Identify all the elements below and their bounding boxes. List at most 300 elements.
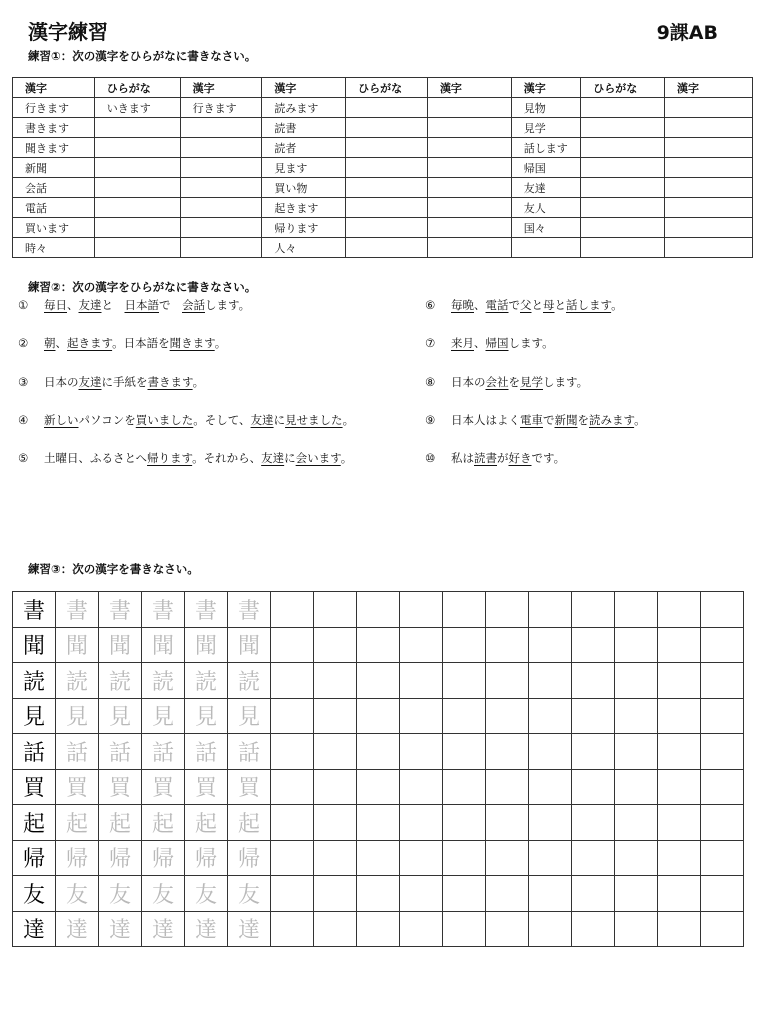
table-cell [665,138,753,158]
underlined-kanji: 聞きます [169,336,215,350]
table-cell: 帰ります [262,218,346,238]
underlined-kanji: 書きます [147,375,193,389]
underlined-kanji: 会話 [182,298,205,312]
blank-practice-cell [701,698,744,734]
underlined-kanji: 帰ります [147,451,193,465]
blank-practice-cell [615,698,658,734]
blank-practice-cell [529,698,572,734]
blank-practice-cell [572,840,615,876]
table-cell [346,158,428,178]
blank-practice-cell [271,734,314,770]
blank-practice-cell [400,840,443,876]
sentence-item [18,297,250,313]
trace-kanji: 聞 [99,627,142,663]
sentence-text: で [159,298,182,312]
blank-practice-cell [443,805,486,841]
trace-kanji: 話 [228,734,271,770]
underlined-kanji: 父 [520,298,532,312]
table-cell [94,118,180,138]
sentence-text: 。それから、 [192,451,262,465]
trace-kanji: 買 [99,769,142,805]
sentence-text: で [508,298,520,312]
blank-practice-cell [443,627,486,663]
blank-practice-cell [701,769,744,805]
sentence-text: を [508,375,520,389]
sentence-text: が [497,451,509,465]
exercise-3-instruction: 練習③：次の漢字を書きなさい。 [28,562,199,576]
sentence-text: 。 [611,298,623,312]
blank-practice-cell [357,911,400,947]
table-cell [665,218,753,238]
sentence-text: 日本人はよく [451,413,520,427]
table-header-cell: 漢字 [511,78,581,98]
underlined-kanji: 帰国 [485,336,509,350]
blank-practice-cell [615,734,658,770]
trace-kanji: 買 [185,769,228,805]
table-cell [346,98,428,118]
underlined-kanji: 話します [566,298,612,312]
blank-practice-cell [658,876,701,912]
blank-practice-cell [314,698,357,734]
table-cell [180,198,262,218]
practice-row [13,769,744,805]
table-cell [180,138,262,158]
trace-kanji: 聞 [185,627,228,663]
table-header-cell: ひらがな [581,78,665,98]
trace-kanji: 友 [142,876,185,912]
table-cell [94,178,180,198]
sentence-text: パソコンを [78,413,136,427]
trace-kanji: 見 [185,698,228,734]
trace-kanji: 帰 [185,840,228,876]
table-cell: 話します [511,138,581,158]
practice-row [13,805,744,841]
trace-kanji: 書 [228,592,271,628]
trace-kanji: 達 [56,911,99,947]
blank-practice-cell [701,734,744,770]
trace-kanji: 帰 [228,840,271,876]
table-cell: 見ます [262,158,346,178]
sentence-text: 。 [634,413,646,427]
blank-practice-cell [271,663,314,699]
table-cell [427,118,511,138]
blank-practice-cell [314,627,357,663]
sentence-number: ④ [18,413,29,427]
blank-practice-cell [486,840,529,876]
table-cell [665,178,753,198]
underlined-kanji: 日本語 [124,298,159,312]
sentence-number: ③ [18,375,29,389]
practice-row [13,627,744,663]
table-cell [180,158,262,178]
blank-practice-cell [658,663,701,699]
trace-kanji: 見 [56,698,99,734]
blank-practice-cell [443,769,486,805]
trace-kanji: 買 [228,769,271,805]
blank-practice-cell [658,734,701,770]
underlined-kanji: 電話 [485,298,509,312]
practice-row [13,840,744,876]
blank-practice-cell [529,592,572,628]
blank-practice-cell [658,627,701,663]
table-row [13,98,753,118]
table-header-cell: ひらがな [94,78,180,98]
blank-practice-cell [400,911,443,947]
sentence-text: と [101,298,125,312]
blank-practice-cell [357,769,400,805]
table-cell: 買い物 [262,178,346,198]
table-row [13,158,753,178]
trace-kanji: 聞 [142,627,185,663]
trace-kanji: 読 [56,663,99,699]
blank-practice-cell [400,663,443,699]
trace-kanji: 聞 [56,627,99,663]
sentence-item [425,297,623,313]
page-title: 漢字練習 [28,20,108,44]
table-cell: 聞きます [13,138,95,158]
blank-practice-cell [314,663,357,699]
table-cell [346,238,428,258]
blank-practice-cell [615,911,658,947]
blank-practice-cell [357,876,400,912]
model-kanji: 起 [13,805,56,841]
blank-practice-cell [572,876,615,912]
exercise-1-table [12,77,753,258]
sentence-text: 。日本語を [112,336,170,350]
blank-practice-cell [658,911,701,947]
trace-kanji: 友 [185,876,228,912]
trace-kanji: 書 [185,592,228,628]
trace-kanji: 見 [99,698,142,734]
blank-practice-cell [658,805,701,841]
blank-practice-cell [529,805,572,841]
blank-practice-cell [271,840,314,876]
underlined-kanji: 来月 [451,336,474,350]
underlined-kanji: 友達 [250,413,274,427]
table-cell [94,158,180,178]
blank-practice-cell [443,840,486,876]
trace-kanji: 帰 [99,840,142,876]
table-cell [94,218,180,238]
blank-practice-cell [271,911,314,947]
blank-practice-cell [314,734,357,770]
trace-kanji: 達 [228,911,271,947]
practice-row [13,698,744,734]
trace-kanji: 友 [99,876,142,912]
blank-practice-cell [271,698,314,734]
sentence-text: 。 [340,451,353,465]
sentence-text: に [284,451,296,465]
underlined-kanji: 毎日 [44,298,67,312]
table-cell [581,158,665,178]
underlined-kanji: 見学 [520,375,543,389]
trace-kanji: 達 [99,911,142,947]
table-cell [581,178,665,198]
sentence-item [425,335,554,351]
blank-practice-cell [486,592,529,628]
trace-kanji: 起 [142,805,185,841]
sentence-text: で [543,413,555,427]
practice-row [13,592,744,628]
sentence-number: ⑦ [425,336,436,350]
sentence-text: を [577,413,589,427]
trace-kanji: 書 [99,592,142,628]
table-cell [427,218,511,238]
underlined-kanji: 朝 [44,336,56,350]
blank-practice-cell [400,876,443,912]
exercise-2-instruction: 練習②：次の漢字をひらがなに書きなさい。 [28,280,257,294]
table-cell: 会話 [13,178,95,198]
trace-kanji: 起 [185,805,228,841]
blank-practice-cell [443,592,486,628]
blank-practice-cell [572,698,615,734]
practice-row [13,663,744,699]
table-cell: 起きます [262,198,346,218]
blank-practice-cell [314,840,357,876]
table-row [13,238,753,258]
blank-practice-cell [658,840,701,876]
table-cell: 新聞 [13,158,95,178]
table-cell [427,158,511,178]
blank-practice-cell [271,805,314,841]
underlined-kanji: 新しい [44,413,79,427]
trace-kanji: 起 [99,805,142,841]
blank-practice-cell [701,911,744,947]
model-kanji: 帰 [13,840,56,876]
underlined-kanji: 見せました [285,413,343,427]
table-cell: 帰国 [511,158,581,178]
underlined-kanji: 会います [295,451,341,465]
table-cell: いきます [94,98,180,118]
table-cell [180,178,262,198]
sentence-item [18,374,204,390]
model-kanji: 読 [13,663,56,699]
table-cell: 見学 [511,118,581,138]
table-cell: 行きます [13,98,95,118]
practice-row [13,734,744,770]
table-cell [346,178,428,198]
blank-practice-cell [701,876,744,912]
underlined-kanji: 友達 [78,375,102,389]
table-cell: 書きます [13,118,95,138]
table-cell [346,118,428,138]
blank-practice-cell [357,805,400,841]
sentence-text: 、 [474,298,486,312]
blank-practice-cell [357,592,400,628]
practice-row [13,911,744,947]
blank-practice-cell [443,734,486,770]
blank-practice-cell [572,663,615,699]
table-row [13,178,753,198]
sentence-item [425,374,588,390]
trace-kanji: 見 [142,698,185,734]
table-cell [427,238,511,258]
sentence-number: ② [18,336,29,350]
blank-practice-cell [443,876,486,912]
blank-practice-cell [615,840,658,876]
table-cell [346,198,428,218]
model-kanji: 聞 [13,627,56,663]
blank-practice-cell [572,592,615,628]
blank-practice-cell [271,876,314,912]
blank-practice-cell [529,663,572,699]
sentence-text: 私は [451,451,474,465]
lesson-code: 9課AB [656,22,718,44]
table-cell [581,118,665,138]
sentence-item [425,450,565,466]
model-kanji: 話 [13,734,56,770]
sentence-text: 日本の [451,375,486,389]
table-cell: 読書 [262,118,346,138]
trace-kanji: 買 [142,769,185,805]
table-cell: 買います [13,218,95,238]
table-cell: 国々 [511,218,581,238]
sentence-text: に手紙を [101,375,148,389]
sentence-item [18,335,226,351]
blank-practice-cell [572,734,615,770]
blank-practice-cell [701,592,744,628]
table-cell [665,198,753,218]
table-cell: 読みます [262,98,346,118]
trace-kanji: 友 [56,876,99,912]
sentence-text: 日本の [44,375,79,389]
trace-kanji: 聞 [228,627,271,663]
blank-practice-cell [314,769,357,805]
table-header-cell: 漢字 [665,78,753,98]
blank-practice-cell [486,911,529,947]
trace-kanji: 話 [99,734,142,770]
table-header-cell: 漢字 [180,78,262,98]
table-cell [581,238,665,258]
trace-kanji: 起 [56,805,99,841]
sentence-number: ⑧ [425,375,436,389]
table-cell [94,138,180,158]
sentence-text: と [531,298,543,312]
blank-practice-cell [529,769,572,805]
table-header-cell: 漢字 [13,78,95,98]
table-cell [511,238,581,258]
blank-practice-cell [357,734,400,770]
blank-practice-cell [529,911,572,947]
table-cell [581,138,665,158]
table-cell [346,218,428,238]
sentence-text: します。 [508,336,554,350]
table-cell [427,138,511,158]
table-row [13,218,753,238]
table-cell [581,218,665,238]
model-kanji: 見 [13,698,56,734]
blank-practice-cell [658,592,701,628]
blank-practice-cell [314,592,357,628]
blank-practice-cell [701,805,744,841]
table-header-cell: 漢字 [262,78,346,98]
blank-practice-cell [443,911,486,947]
blank-practice-cell [486,876,529,912]
table-cell: 人々 [262,238,346,258]
practice-row [13,876,744,912]
sentence-text: 土曜日、ふるさとへ [44,451,148,465]
table-cell [581,198,665,218]
underlined-kanji: 買いました [135,413,194,427]
sentence-text: 、 [55,336,67,350]
blank-practice-cell [615,805,658,841]
table-cell: 行きます [180,98,262,118]
blank-practice-cell [400,805,443,841]
underlined-kanji: 友達 [78,298,102,312]
model-kanji: 書 [13,592,56,628]
trace-kanji: 書 [142,592,185,628]
table-header-row [13,78,753,98]
trace-kanji: 読 [228,663,271,699]
trace-kanji: 話 [185,734,228,770]
sentence-number: ⑨ [425,413,436,427]
model-kanji: 達 [13,911,56,947]
table-cell [180,218,262,238]
table-cell [180,118,262,138]
blank-practice-cell [529,734,572,770]
sentence-text: 。 [214,336,227,350]
sentence-text: 。そして、 [193,413,251,427]
blank-practice-cell [658,769,701,805]
sentence-item [425,412,646,428]
blank-practice-cell [400,698,443,734]
blank-practice-cell [615,592,658,628]
underlined-kanji: 起きます [67,336,113,350]
blank-practice-cell [658,698,701,734]
table-row [13,198,753,218]
blank-practice-cell [572,769,615,805]
table-cell [346,138,428,158]
sentence-text: と [554,298,566,312]
table-cell [665,118,753,138]
underlined-kanji: 会社 [485,375,509,389]
blank-practice-cell [271,592,314,628]
blank-practice-cell [357,663,400,699]
table-cell [180,238,262,258]
trace-kanji: 買 [56,769,99,805]
trace-kanji: 達 [142,911,185,947]
sentence-number: ⑥ [425,298,436,312]
blank-practice-cell [486,805,529,841]
sentence-number: ⑩ [425,451,436,465]
blank-practice-cell [615,663,658,699]
table-cell [581,98,665,118]
underlined-kanji: 電車 [520,413,543,427]
blank-practice-cell [572,911,615,947]
table-cell: 時々 [13,238,95,258]
blank-practice-cell [615,769,658,805]
blank-practice-cell [486,663,529,699]
blank-practice-cell [486,698,529,734]
trace-kanji: 読 [185,663,228,699]
sentence-text: 。 [342,413,355,427]
blank-practice-cell [443,663,486,699]
model-kanji: 買 [13,769,56,805]
blank-practice-cell [486,769,529,805]
sentence-text: です。 [531,451,566,465]
trace-kanji: 書 [56,592,99,628]
blank-practice-cell [314,911,357,947]
blank-practice-cell [572,805,615,841]
blank-practice-cell [443,698,486,734]
table-cell [665,158,753,178]
blank-practice-cell [701,840,744,876]
sentence-text: に [273,413,286,427]
sentence-item [18,412,354,428]
blank-practice-cell [314,876,357,912]
blank-practice-cell [400,734,443,770]
underlined-kanji: 毎晩 [451,298,474,312]
